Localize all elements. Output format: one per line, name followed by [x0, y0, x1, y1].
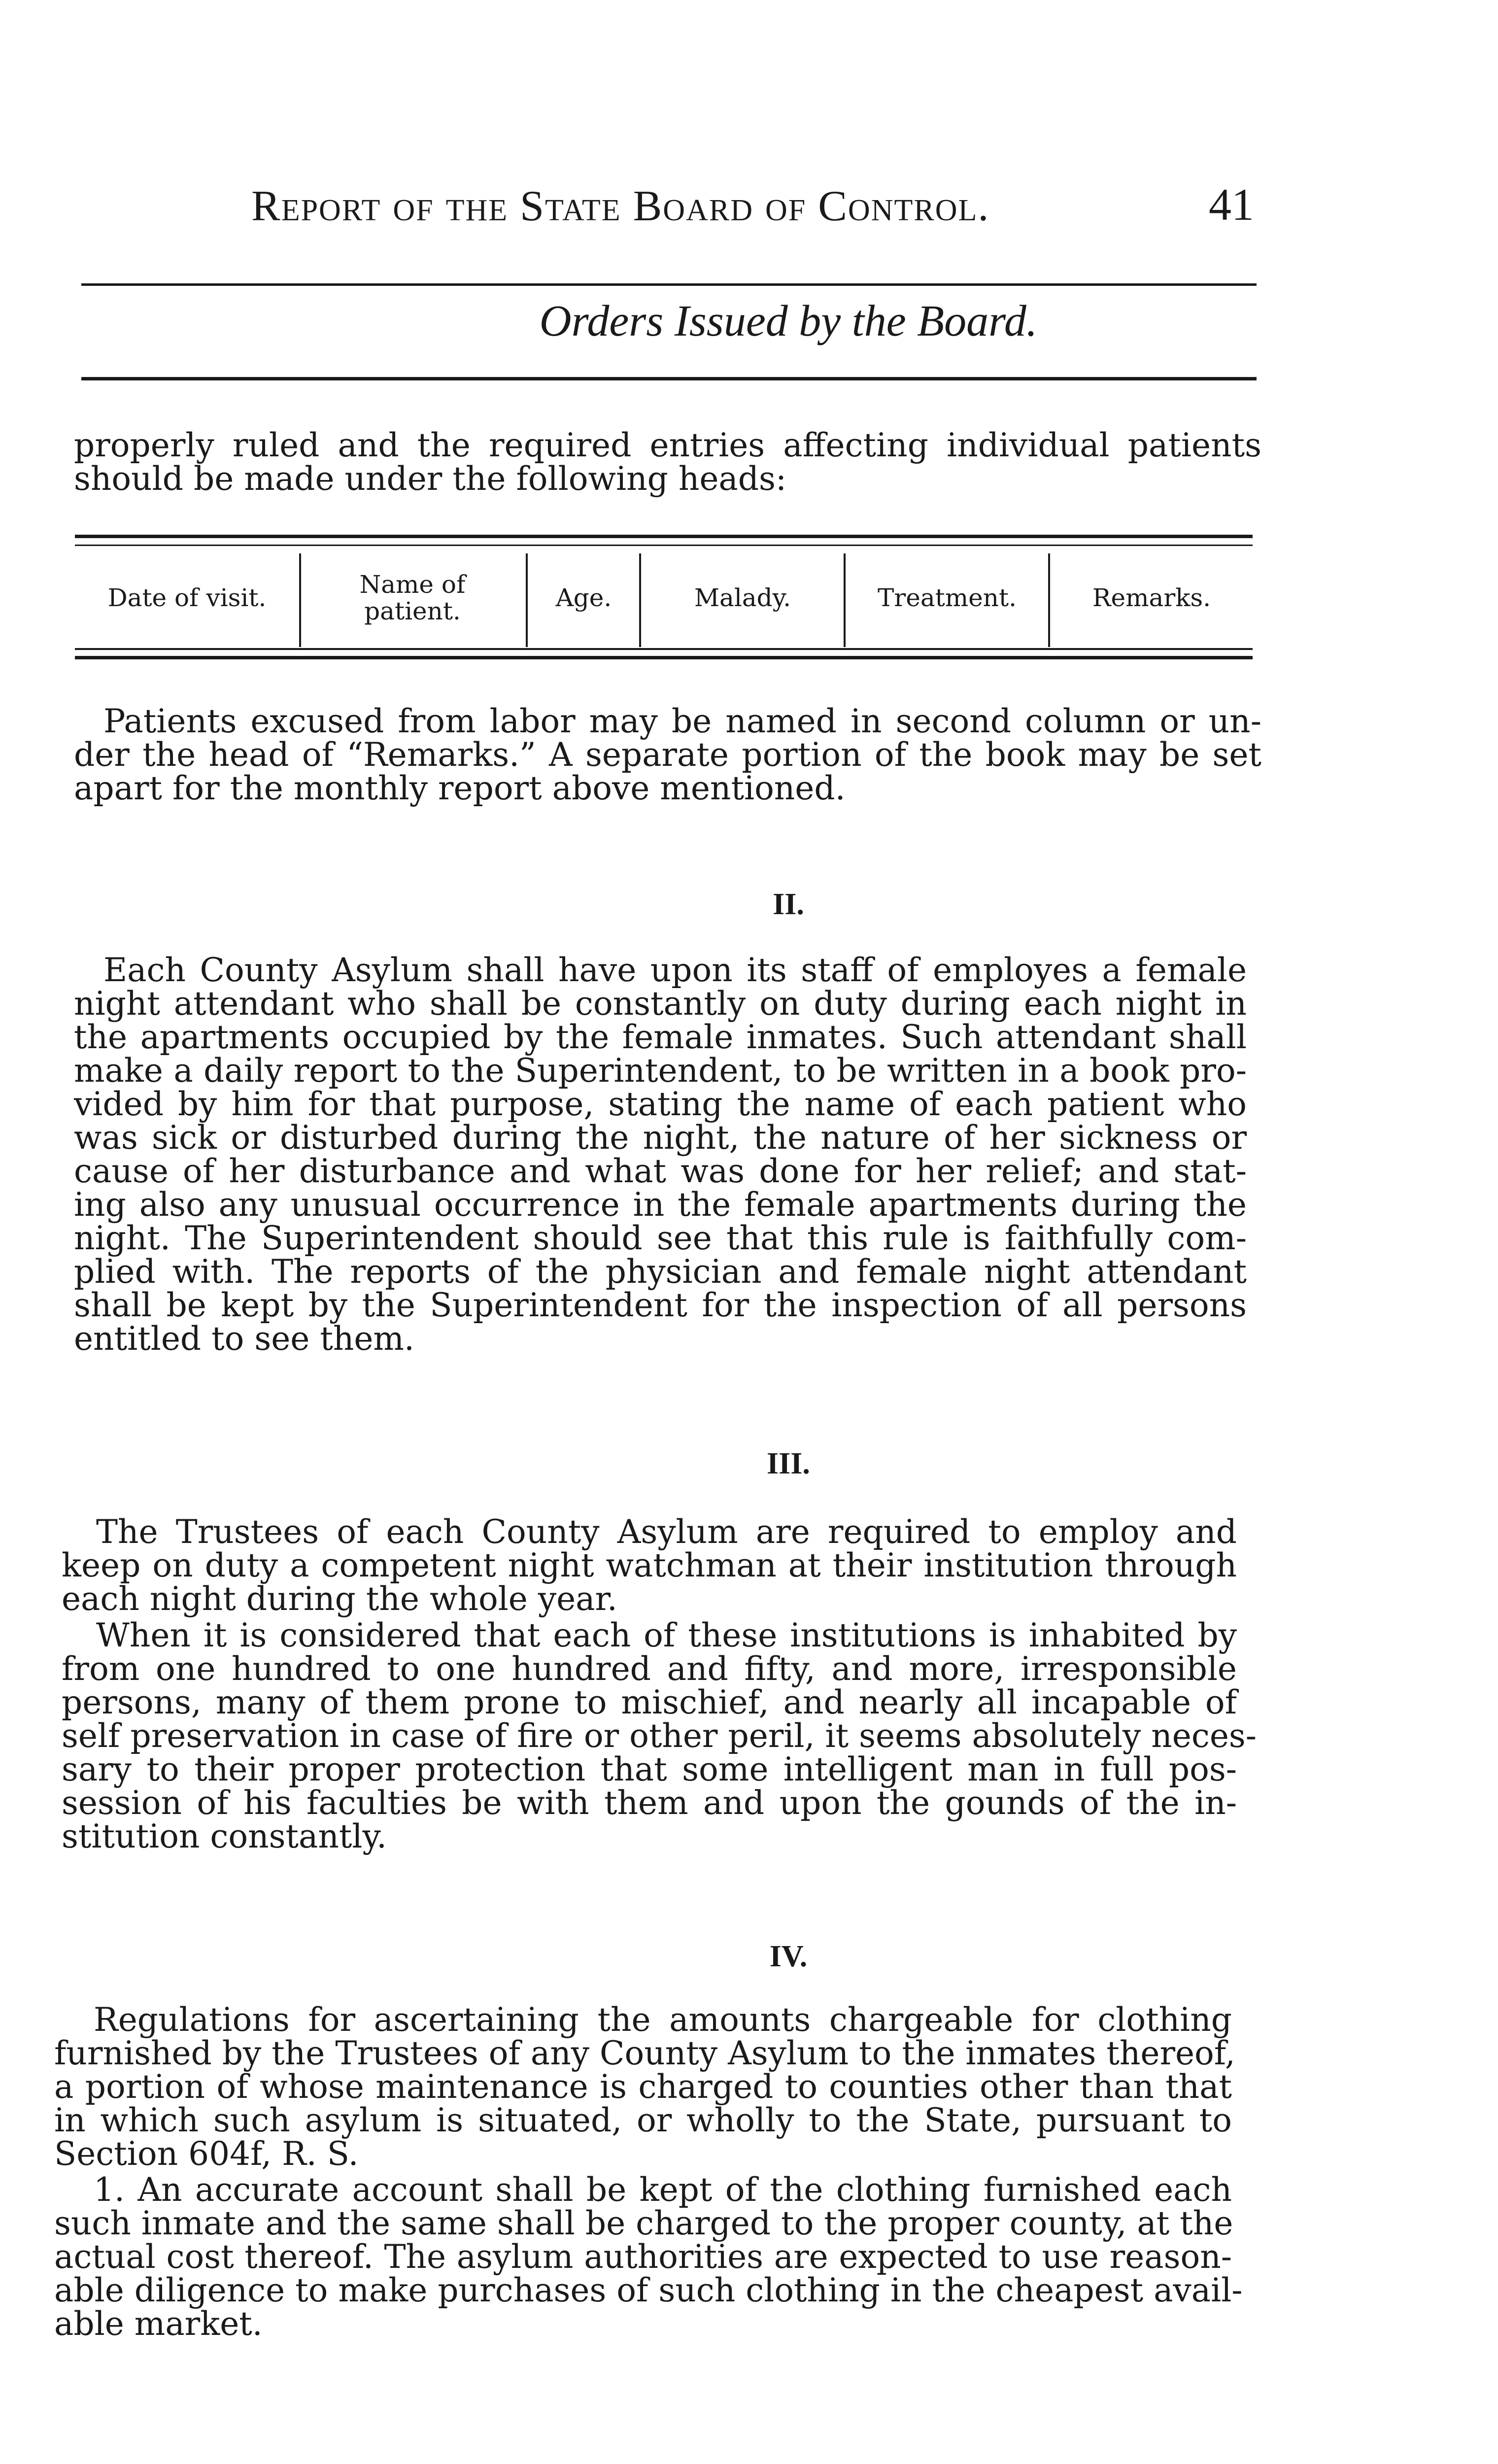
- column-divider: [844, 553, 846, 647]
- section-heading-iv: IV.: [769, 1940, 808, 1973]
- column-header-name: Name of patient.: [359, 570, 466, 625]
- text-line: furnished by the Trustees of any County Asylum to the inmates thereof,: [54, 2034, 1235, 2072]
- column-divider: [639, 553, 641, 647]
- text-line: The Trustees of each County Asylum are required to employ and: [96, 1513, 1237, 1551]
- column-header-age: Age.: [555, 583, 612, 612]
- text-line: self preservation in case of fire or other peril, it seems absolutely neces-: [62, 1717, 1257, 1755]
- text-line: shall be kept by the Superintendent for the inspection of all persons: [74, 1286, 1247, 1324]
- section-iv-paragraph-1: [54, 2001, 1235, 2173]
- intro-paragraph: [74, 426, 1261, 498]
- text-line: Each County Asylum shall have upon its staff of employes a female: [103, 951, 1247, 989]
- section-heading-ii: II.: [773, 888, 804, 921]
- text-line: Patients excused from labor may be named in second column or un-: [103, 702, 1261, 740]
- text-line: able diligence to make purchases of such clothing in the cheapest avail-: [54, 2271, 1243, 2309]
- text-line: Regulations for ascertaining the amounts chargeable for clothing: [94, 2001, 1232, 2039]
- column-divider: [1048, 553, 1050, 647]
- text-line: from one hundred to one hundred and fifty, and more, irresponsible: [62, 1650, 1237, 1688]
- text-line: Section 604f, R. S.: [54, 2135, 359, 2173]
- text-line: was sick or disturbed during the night, the nature of her sickness or: [74, 1119, 1247, 1157]
- text-line: in which such asylum is situated, or wholly to the State, pursuant to: [54, 2101, 1232, 2139]
- text-line: sary to their proper protection that some intelligent man in full pos-: [62, 1750, 1237, 1788]
- section-iii-paragraph-1: [62, 1515, 1237, 1616]
- section-iv-paragraph-2: [54, 2171, 1243, 2343]
- text-line: a portion of whose maintenance is charged to counties other than that: [54, 2068, 1232, 2106]
- text-line: night attendant who shall be constantly on duty during each night in: [74, 985, 1247, 1023]
- column-header-remarks: Remarks.: [1092, 583, 1211, 612]
- section-iii-paragraph-2: [62, 1616, 1257, 1855]
- page-number: 41: [1209, 179, 1254, 230]
- text-line: When it is considered that each of these institutions is inhabited by: [96, 1616, 1237, 1654]
- section-heading-iii: III.: [767, 1447, 810, 1480]
- text-line: ing also any unusual occurrence in the female apartments during the: [74, 1186, 1247, 1224]
- text-line: plied with. The reports of the physician and female night attendant: [74, 1253, 1247, 1291]
- text-line: actual cost thereof. The asylum authorities are expected to use reason-: [54, 2238, 1232, 2276]
- text-line: keep on duty a competent night watchman at their institution through: [62, 1546, 1237, 1584]
- text-line: properly ruled and the required entries affecting individual patients: [74, 426, 1261, 464]
- column-divider: [299, 553, 301, 647]
- column-header-treatment: Treatment.: [878, 583, 1017, 612]
- section-title: Orders Issued by the Board.: [539, 297, 1038, 345]
- table-rule-bottom-thick: [75, 656, 1253, 659]
- column-header-date: Date of visit.: [107, 583, 267, 612]
- text-line: such inmate and the same shall be charged to the proper county, at the: [54, 2204, 1233, 2242]
- header-rule-bottom: [81, 377, 1257, 380]
- after-table-paragraph: [74, 702, 1261, 807]
- text-line: der the head of “Remarks.” A separate portion of the book may be set: [74, 736, 1261, 774]
- table-rule-top: [75, 535, 1253, 538]
- table-rule-top-thin: [75, 545, 1253, 546]
- text-line: apart for the monthly report above mentioned.: [74, 769, 846, 807]
- text-line: entitled to see them.: [74, 1320, 414, 1358]
- text-line: night. The Superintendent should see that this rule is faithfully com-: [74, 1219, 1247, 1257]
- text-line: persons, many of them prone to mischief, and nearly all incapable of: [62, 1683, 1237, 1721]
- column-divider: [526, 553, 528, 647]
- patient-entries-table: [75, 535, 1253, 658]
- text-line: cause of her disturbance and what was done for her relief; and stat-: [74, 1152, 1247, 1190]
- header-rule-top: [81, 283, 1257, 286]
- text-line: session of his faculties be with them and upon the gounds of the in-: [62, 1784, 1237, 1822]
- text-line: each night during the whole year.: [62, 1580, 617, 1618]
- text-line: 1. An accurate account shall be kept of the clothing furnished each: [94, 2171, 1232, 2209]
- column-header-malady: Malady.: [694, 583, 791, 612]
- text-line: vided by him for that purpose, stating the name of each patient who: [74, 1085, 1247, 1123]
- section-ii-paragraph: [74, 951, 1247, 1358]
- text-line: should be made under the following heads:: [74, 460, 787, 498]
- text-line: able market.: [54, 2305, 263, 2343]
- table-rule-bottom: [75, 648, 1253, 650]
- text-line: the apartments occupied by the female inmates. Such attendant shall: [74, 1018, 1247, 1056]
- text-line: make a daily report to the Superintendent, to be written in a book pro-: [74, 1052, 1247, 1090]
- running-head: Report of the State Board of Control.: [251, 182, 990, 230]
- text-line: stitution constantly.: [62, 1817, 387, 1855]
